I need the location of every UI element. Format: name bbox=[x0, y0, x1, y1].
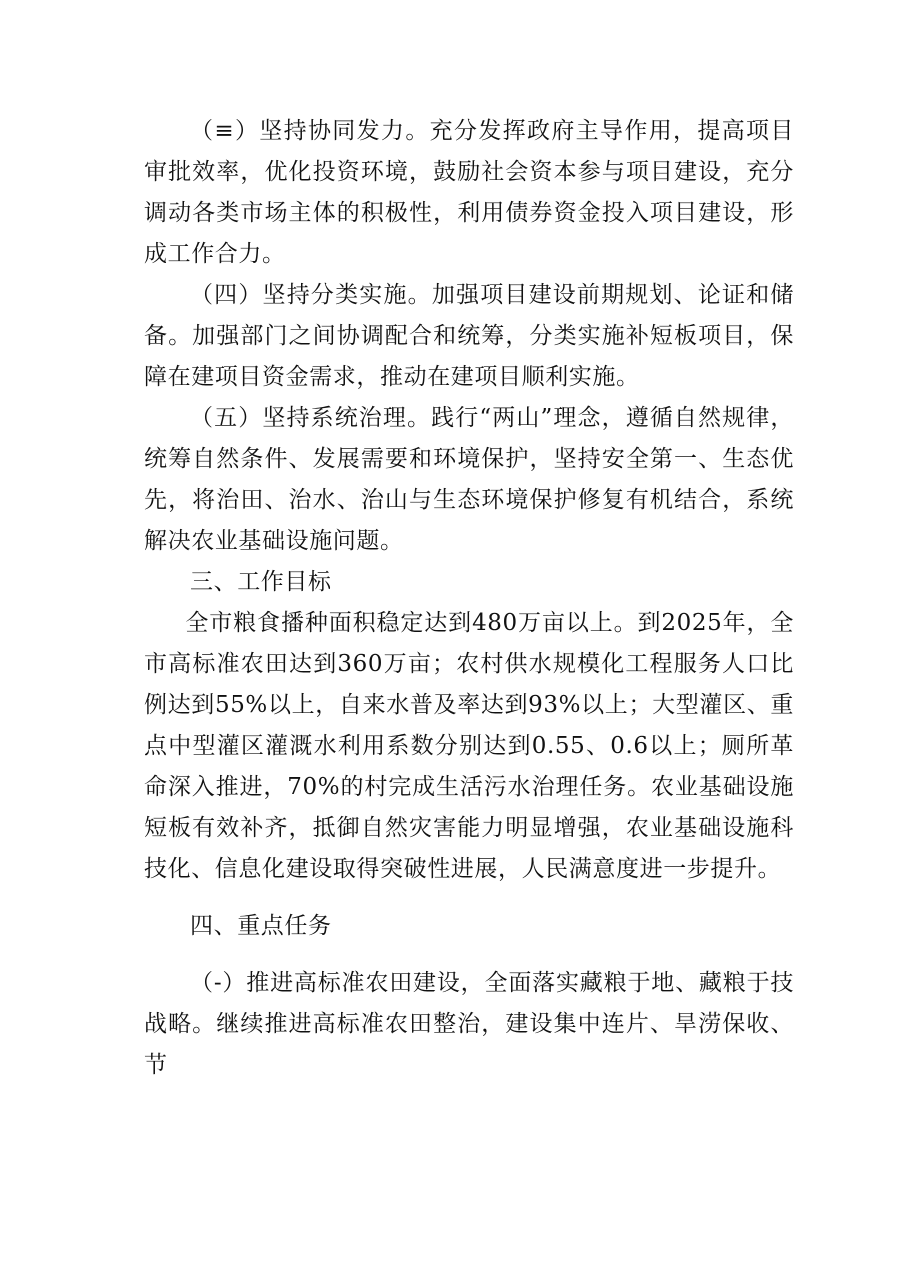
paragraph-coordination: （≡）坚持协同发力。充分发挥政府主导作用，提高项目审批效率，优化投资环境，鼓励社会资本参与项目建设，充分调动各类市场主体的积极性，利用债券资金投入项目建设，形成工作合力。 bbox=[144, 118, 794, 267]
document-body bbox=[144, 111, 794, 1086]
section-heading-tasks: 四、重点任务 bbox=[190, 913, 332, 939]
paragraph-system-governance: （五）坚持系统治理。践行“两山”理念，遵循自然规律，统筹自然条件、发展需要和环境保护，坚持安全第一、生态优先，将治田、治水、治山与生态环境保护修复有机结合，系统解决农业基础设施问题。 bbox=[144, 405, 794, 554]
paragraph-classified-implementation: （四）坚持分类实施。加强项目建设前期规划、论证和储备。加强部门之间协调配合和统筹，分类实施补短板项目，保障在建项目资金需求，推动在建项目顺利实施。 bbox=[144, 282, 794, 390]
paragraph-tasks: （-）推进高标准农田建设，全面落实藏粮于地、藏粮于技战略。继续推进高标准农田整治，建设集中连片、旱涝保收、节 bbox=[144, 970, 794, 1078]
paragraph-goals: 全市粮食播种面积稳定达到480万亩以上。到2025年，全市高标准农田达到360万亩；农村供水规模化工程服务人口比例达到55%以上，自来水普及率达到93%以上；大型灌区、重点中型灌区灌溉水利用系数分别达到0.55、0.6以上；厕所革命深入推进，70%的村完成生活污水治理任务。农业基础设施短板有效补齐，抵御自然灾害能力明显增强，农业基础设施科技化、信息化建设取得突破性进展，人民满意度进一步提升。 bbox=[144, 610, 794, 882]
section-heading-goals: 三、工作目标 bbox=[190, 569, 332, 595]
